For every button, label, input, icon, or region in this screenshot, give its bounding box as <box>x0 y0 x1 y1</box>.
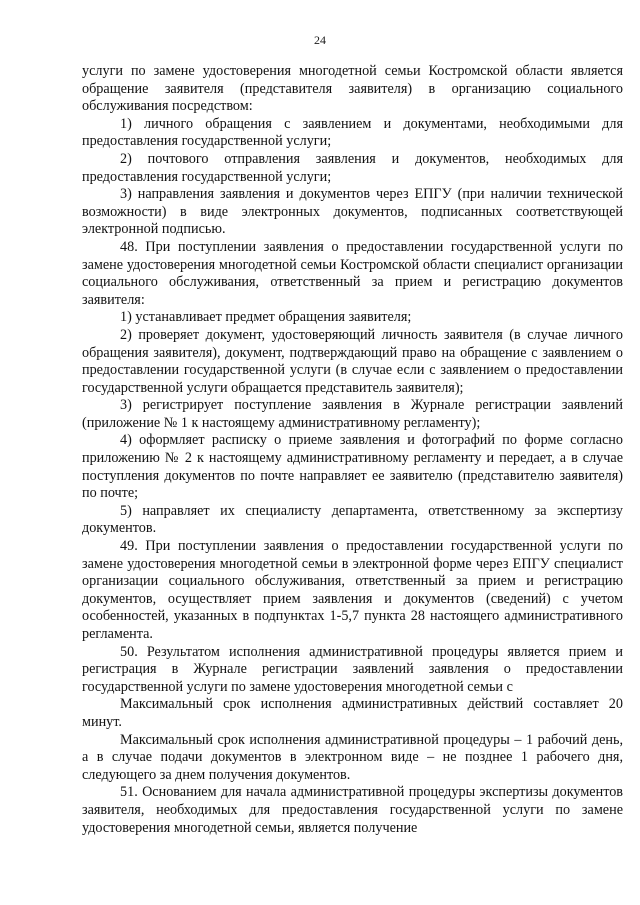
paragraph: 1) личного обращения с заявлением и документами, необходимыми для предоставления государственной услуги; <box>82 115 623 150</box>
paragraph: 4) оформляет расписку о приеме заявления и фотографий по форме согласно приложению № 2 к настоящему административному регламенту и передает, а в случае поступления документов по почте направляет ее заявителю (представителю заявителя) по почте; <box>82 432 623 502</box>
paragraph: 5) направляет их специалисту департамента, ответственному за экспертизу документов. <box>82 502 623 537</box>
paragraph: 3) регистрирует поступление заявления в Журнале регистрации заявлений (приложение № 1 к настоящему административному регламенту); <box>82 397 623 431</box>
paragraph: 2) проверяет документ, удостоверяющий личность заявителя (в случае личного обращения заявителя), документ, подтверждающий право на обращение с заявлением о предоставлении государственной услуги (в случае если с заявлением о предоставлении государственной услуги обращается представитель заявителя); <box>82 326 623 396</box>
paragraph: услуги по замене удостоверения многодетной семьи Костромской области является обращение заявителя (представителя заявителя) в организацию социального обслуживания посредством: <box>82 63 623 115</box>
paragraph: 51. Основанием для начала административной процедуры экспертизы документов заявителя, необходимых для предоставления государственной услуги по замене удостоверения многодетной семьи, является получение <box>82 784 623 836</box>
paragraph: 48. При поступлении заявления о предоставлении государственной услуги по замене удостоверения многодетной семьи Костромской области специалист организации социального обслуживания, ответственный за прием и регистрацию документов заявителя: <box>82 238 623 308</box>
paragraph: 50. Результатом исполнения административной процедуры является прием и регистрация в Журнале регистрации заявлений заявления о предоставлении государственной услуги по замене удостоверения многодетной семьи с <box>82 643 623 695</box>
page-number: 24 <box>314 33 326 47</box>
paragraph: 1) устанавливает предмет обращения заявителя; <box>120 309 412 326</box>
paragraph: 49. При поступлении заявления о предоставлении государственной услуги по замене удостоверения многодетной семьи в электронной форме через ЕПГУ специалист организации социального обслуживания, ответственный за прием и регистрацию документов, осуществляет прием заявления и документов (сведений) с учетом особенностей, указанных в подпунктах 1-5,7 пункта 28 настоящего административного регламента. <box>82 538 623 642</box>
body-text <box>82 63 623 837</box>
paragraph: Максимальный срок исполнения административных действий составляет 20 минут. <box>82 696 623 730</box>
paragraph: 2) почтового отправления заявления и документов, необходимых для предоставления государственной услуги; <box>82 150 623 185</box>
paragraph: Максимальный срок исполнения административной процедуры – 1 рабочий день, а в случае подачи документов в электронном виде – не позднее 1 рабочего дня, следующего за днем получения документов. <box>82 731 623 783</box>
paragraph: 3) направления заявления и документов через ЕПГУ (при наличии технической возможности) в виде электронных документов, подписанных соответствующей электронной подписью. <box>82 186 623 238</box>
